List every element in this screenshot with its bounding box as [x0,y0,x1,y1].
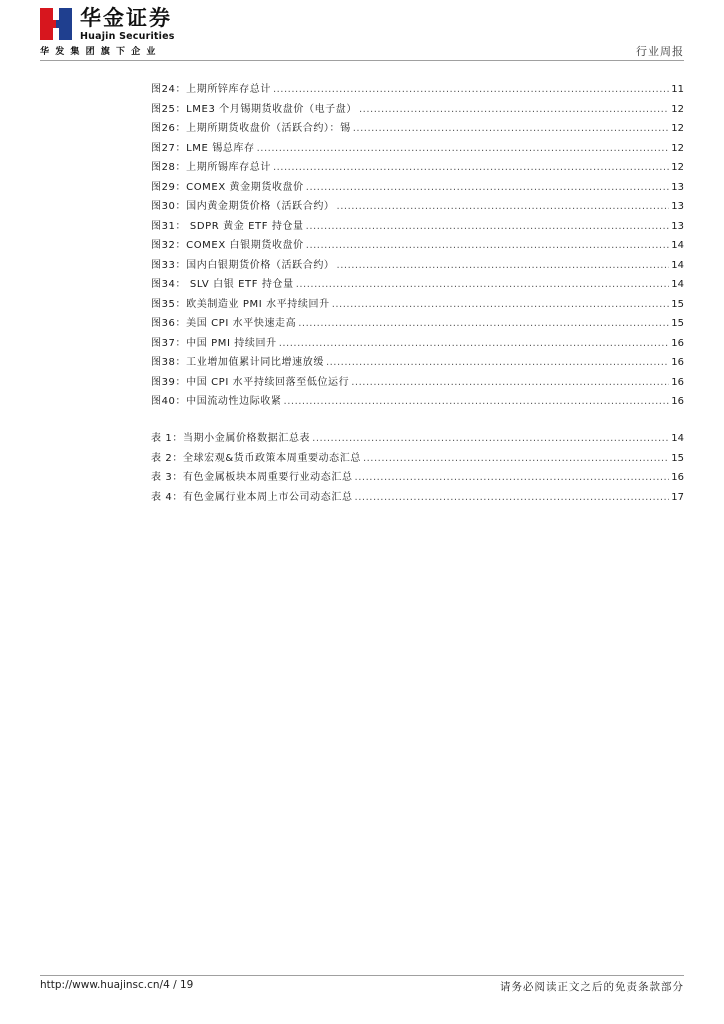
toc-leader [351,373,669,393]
toc-page-number: 14 [671,433,684,444]
toc-figure-row[interactable] [151,256,684,276]
toc-page-number: 11 [671,84,684,95]
toc-entry-label: 图39：中国 CPI 水平持续回落至低位运行 [151,376,350,388]
toc-leader [273,158,669,178]
brand-name-en: Huajin Securities [80,31,175,42]
toc-leader [337,256,670,276]
toc-page-number: 13 [671,181,684,193]
toc-leader [363,449,669,469]
footer-divider [40,975,684,976]
toc-page-number: 13 [671,220,684,232]
toc-entry-label: 图25：LME3 个月锡期货收盘价（电子盘） [151,103,357,115]
toc-entry-label: 图24：上期所锌库存总计 [151,84,271,95]
toc-leader [332,295,670,315]
footer-disclaimer: 请务必阅读正文之后的免责条款部分 [500,981,684,993]
toc-figure-row[interactable] [151,178,684,198]
toc-entry-label: 图33：国内白银期货价格（活跃合约） [151,259,335,271]
toc-table-row[interactable] [151,468,684,488]
toc-leader [296,275,670,295]
toc-figure-row[interactable] [151,334,684,354]
toc-leader [355,488,670,508]
toc-entry-label: 图38：工业增加值累计同比增速放缓 [151,357,324,368]
toc-figure-row[interactable] [151,295,684,315]
toc-figure-row[interactable] [151,139,684,159]
toc-figure-row[interactable] [151,100,684,120]
toc-figure-row[interactable] [151,275,684,295]
toc-leader [312,429,669,449]
toc-entry-label: 表 3：有色金属板块本周重要行业动态汇总 [151,472,353,483]
toc-figure-row[interactable] [151,314,684,334]
toc-entry-label: 表 1：当期小金属价格数据汇总表 [151,433,311,444]
toc-leader [257,139,670,159]
toc-leader [306,217,670,237]
toc-leader [337,197,670,217]
toc-figure-row[interactable] [151,353,684,373]
toc-figure-row[interactable] [151,392,684,412]
toc-entry-label: 表 4：有色金属行业本周上市公司动态汇总 [151,491,353,503]
toc-page-number: 17 [671,491,684,503]
toc-leader [353,119,670,139]
huajin-logo-icon [40,8,72,40]
toc-page-number: 12 [671,162,684,173]
toc-entry-label: 表 2：全球宏观&货币政策本周重要动态汇总 [151,452,361,464]
toc-figure-row[interactable] [151,80,684,100]
toc-page-number: 15 [671,298,684,310]
toc-figure-row[interactable] [151,217,684,237]
footer-url-page-number[interactable]: http://www.huajinsc.cn/4 / 19 [40,979,194,991]
toc-figure-row[interactable] [151,373,684,393]
toc-page-number: 12 [671,103,684,115]
toc-leader [306,236,670,256]
figure-index [151,80,684,412]
toc-leader [355,468,670,488]
toc-entry-label: 图30：国内黄金期货价格（活跃合约） [151,201,335,212]
header-divider [40,60,684,61]
toc-entry-label: 图32：COMEX 白银期货收盘价 [151,240,304,251]
table-index [151,429,684,507]
toc-page-number: 14 [671,259,684,271]
toc-entry-label: 图27：LME 锡总库存 [151,142,255,154]
toc-leader [298,314,669,334]
toc-page-number: 14 [671,240,684,251]
toc-page-number: 16 [671,337,684,349]
toc-page-number: 16 [671,396,684,407]
toc-leader [306,178,670,198]
toc-figure-row[interactable] [151,197,684,217]
toc-page-number: 16 [671,357,684,368]
toc-page-number: 16 [671,376,684,388]
toc-page-number: 12 [671,123,684,134]
toc-entry-label: 图34： SLV 白银 ETF 持仓量 [151,279,294,290]
toc-page-number: 13 [671,201,684,212]
toc-entry-label: 图26：上期所期货收盘价（活跃合约）：锡 [151,123,351,134]
toc-entry-label: 图35：欧美制造业 PMI 水平持续回升 [151,298,330,310]
toc-leader [359,100,669,120]
toc-leader [273,80,669,100]
toc-table-row[interactable] [151,449,684,469]
toc-figure-row[interactable] [151,119,684,139]
toc-table-row[interactable] [151,488,684,508]
toc-page-number: 14 [671,279,684,290]
toc-figure-row[interactable] [151,236,684,256]
brand-block [80,6,175,42]
report-type-label: 行业周报 [636,45,684,58]
toc-table-row[interactable] [151,429,684,449]
toc-page-number: 15 [671,318,684,329]
toc-entry-label: 图36：美国 CPI 水平快速走高 [151,318,297,329]
toc-page-number: 16 [671,472,684,483]
toc-page-number: 12 [671,142,684,154]
toc-page-number: 15 [671,452,684,464]
toc-figure-row[interactable] [151,158,684,178]
toc-leader [284,392,670,412]
toc-leader [279,334,670,354]
brand-name-cn: 华金证券 [80,6,172,30]
brand-tagline: 华发集团旗下企业 [40,47,162,57]
toc-leader [326,353,669,373]
toc-entry-label: 图40：中国流动性边际收紧 [151,396,282,407]
toc-entry-label: 图31： SDPR 黄金 ETF 持仓量 [151,220,304,232]
toc-entry-label: 图28：上期所锡库存总计 [151,162,271,173]
toc-entry-label: 图29：COMEX 黄金期货收盘价 [151,181,304,193]
toc-entry-label: 图37：中国 PMI 持续回升 [151,337,277,349]
